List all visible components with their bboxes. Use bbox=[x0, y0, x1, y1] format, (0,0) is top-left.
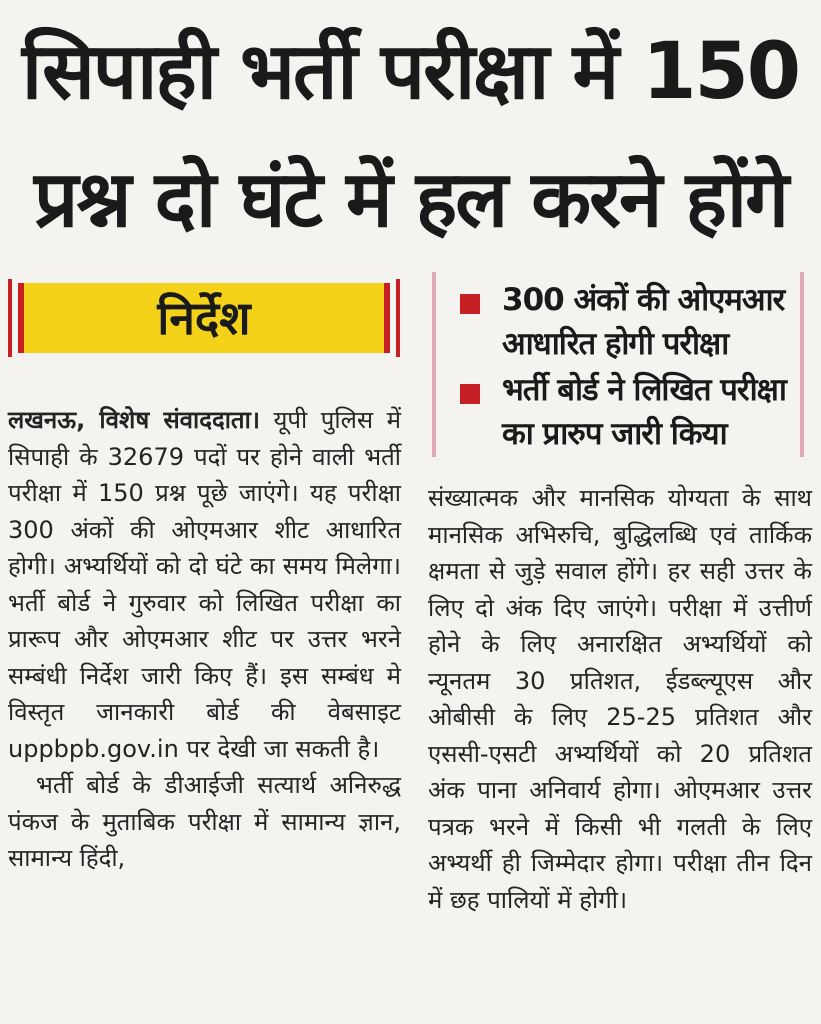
bullet-square-icon bbox=[460, 384, 480, 404]
bullet-square-icon bbox=[460, 294, 480, 314]
highlight-item bbox=[460, 368, 790, 458]
paragraph-text: यूपी पुलिस में सिपाही के 32679 पदों पर होने वाली भर्ती परीक्षा में 150 प्रश्न पूछे जाएंगे। यह परीक्षा 300 अंकों की ओएमआर शीट आधारित होगी। अभ्यर्थियों को दो घंटे का समय मिलेगा। भर्ती बोर्ड ने गुरुवार को लिखित परीक्षा का प्रारूप और ओएमआर शीट पर उत्तर भरने सम्बंधी निर्देश जारी किए हैं। इस सम्बंध मे विस्तृत जानकारी बोर्ड की वेबसाइट uppbpb.gov.in पर देखी जा सकती है। bbox=[8, 406, 401, 763]
article-column-right bbox=[428, 480, 812, 918]
headline-line-2: प्रश्न दो घंटे में हल करने होंगे bbox=[33, 155, 788, 245]
headline-line-1: सिपाही भर्ती परीक्षा में 150 bbox=[21, 27, 800, 117]
label-bar-left bbox=[8, 279, 12, 357]
highlights-box bbox=[432, 272, 804, 457]
section-label bbox=[18, 283, 390, 353]
highlight-text: 300 अंकों की ओएमआर आधारित होगी परीक्षा bbox=[502, 282, 785, 362]
highlight-item bbox=[460, 278, 790, 368]
article-paragraph-1 bbox=[8, 402, 401, 767]
dateline: लखनऊ, विशेष संवाददाता। bbox=[8, 406, 260, 434]
label-bar-right bbox=[396, 279, 400, 357]
article-paragraph-3: संख्यात्मक और मानसिक योग्यता के साथ मानसिक अभिरुचि, बुद्धिलब्धि एवं तार्किक क्षमता से जुड़े सवाल होंगे। हर सही उत्तर के लिए दो अंक दिए जाएंगे। परीक्षा में उत्तीर्ण होने के लिए अनारक्षित अभ्यर्थियों को न्यूनतम 30 प्रतिशत, ईडब्ल्यूएस और ओबीसी के लिए 25-25 प्रतिशत और एससी-एसटी अभ्यर्थियों को 20 प्रतिशत अंक पाना अनिवार्य होगा। ओएमआर उत्तर पत्रक भरने में किसी भी गलती के लिए अभ्यर्थी ही जिम्मेदार होगा। परीक्षा तीन दिन में छह पालियों में होगी। bbox=[428, 484, 812, 914]
article-column-left bbox=[8, 402, 401, 877]
article-paragraph-2: भर्ती बोर्ड के डीआईजी सत्यार्थ अनिरुद्ध पंकज के मुताबिक परीक्षा में सामान्य ज्ञान, सामान्य हिंदी, bbox=[8, 771, 401, 872]
section-label-text: निर्देश bbox=[157, 291, 251, 345]
highlight-text: भर्ती बोर्ड ने लिखित परीक्षा का प्रारुप जारी किया bbox=[502, 372, 786, 452]
